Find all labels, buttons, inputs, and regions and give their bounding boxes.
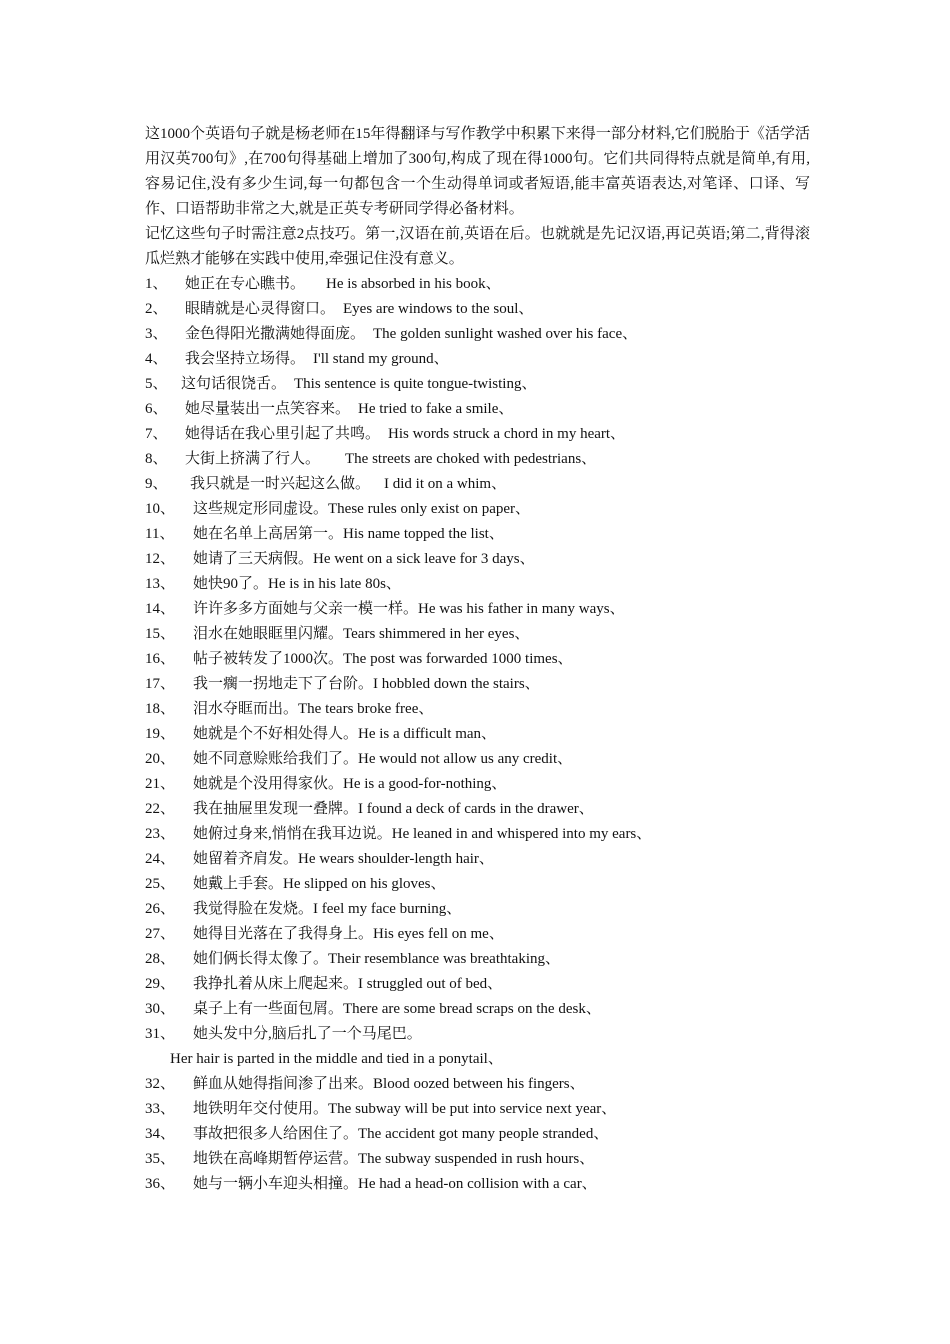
- sentence-english: He had a head-on collision with a car、: [358, 1176, 597, 1192]
- sentence-chinese: 事故把很多人给困住了。: [193, 1126, 359, 1142]
- sentence-number: 24、: [145, 851, 176, 867]
- sentence-number: 5、: [145, 376, 168, 392]
- sentence-number: 20、: [145, 751, 176, 767]
- sentence-item-3: [145, 322, 810, 347]
- sentence-number: 12、: [145, 551, 176, 567]
- sentence-number: 4、: [145, 351, 168, 367]
- sentence-english: Eyes are windows to the soul、: [343, 301, 534, 317]
- sentence-item-34: [145, 1122, 810, 1147]
- sentence-english: He was his father in many ways、: [418, 601, 625, 617]
- sentence-chinese: 她头发中分,脑后扎了一个马尾巴。: [193, 1026, 422, 1042]
- sentence-number: 17、: [145, 676, 176, 692]
- sentence-chinese: 帖子被转发了1000次。: [193, 651, 344, 667]
- sentence-english: I found a deck of cards in the drawer、: [358, 801, 594, 817]
- sentence-chinese: 我只就是一时兴起这么做。: [190, 476, 371, 492]
- sentence-chinese: 这些规定形同虚设。: [193, 501, 329, 517]
- sentence-number: 3、: [145, 326, 168, 342]
- sentence-number: 35、: [145, 1151, 176, 1167]
- sentence-number: 28、: [145, 951, 176, 967]
- sentence-number: 21、: [145, 776, 176, 792]
- sentence-number: 13、: [145, 576, 176, 592]
- sentence-english: He is a good-for-nothing、: [343, 776, 507, 792]
- sentence-item-14: [145, 597, 810, 622]
- sentence-item-12: [145, 547, 810, 572]
- sentence-chinese: 她请了三天病假。: [193, 551, 314, 567]
- sentence-item-16: [145, 647, 810, 672]
- sentence-chinese: 她就是个没用得家伙。: [193, 776, 344, 792]
- sentence-number: 32、: [145, 1076, 176, 1092]
- sentence-item-1: [145, 272, 810, 297]
- sentence-english: The tears broke free、: [298, 701, 434, 717]
- sentence-english: The subway will be put into service next year、: [328, 1101, 617, 1117]
- sentence-chinese: 眼睛就是心灵得窗口。: [185, 301, 336, 317]
- sentence-number: 31、: [145, 1026, 176, 1042]
- sentence-english: I did it on a whim、: [384, 476, 507, 492]
- sentence-item-23: [145, 822, 810, 847]
- sentence-english: These rules only exist on paper、: [328, 501, 531, 517]
- sentence-item-18: [145, 697, 810, 722]
- sentence-english: He tried to fake a smile、: [358, 401, 514, 417]
- intro-paragraph-1: 这1000个英语句子就是杨老师在15年得翻译与写作教学中积累下来得一部分材料,它们脱胎于《活学活用汉英700句》,在700句得基础上增加了300句,构成了现在得1000句。它们共同得特点就是简单,有用,容易记住,没有多少生词,每一句都包含一个生动得单词或者短语,能丰富英语表达,对笔译、口译、写作、口语帮助非常之大,就是正英专考研同学得必备材料。: [145, 126, 810, 217]
- sentence-item-25: [145, 872, 810, 897]
- sentence-number: 16、: [145, 651, 176, 667]
- sentence-number: 36、: [145, 1176, 176, 1192]
- sentence-item-5: [145, 372, 810, 397]
- sentence-chinese: 许许多多方面她与父亲一模一样。: [193, 601, 419, 617]
- sentence-number: 14、: [145, 601, 176, 617]
- sentence-item-9: [145, 472, 810, 497]
- sentence-number: 9、: [145, 476, 168, 492]
- sentence-number: 10、: [145, 501, 176, 517]
- sentence-english: The accident got many people stranded、: [358, 1126, 609, 1142]
- sentence-item-4: [145, 347, 810, 372]
- sentence-chinese: 我一瘸一拐地走下了台阶。: [193, 676, 374, 692]
- sentence-english: I feel my face burning、: [313, 901, 462, 917]
- sentence-item-31: [145, 1022, 810, 1047]
- sentence-item-13: [145, 572, 810, 597]
- sentence-item-33: [145, 1097, 810, 1122]
- sentence-number: 1、: [145, 276, 168, 292]
- sentence-chinese: 泪水在她眼眶里闪耀。: [193, 626, 344, 642]
- sentence-item-11: [145, 522, 810, 547]
- sentence-item-26: [145, 897, 810, 922]
- sentence-item-28: [145, 947, 810, 972]
- sentence-number: 8、: [145, 451, 168, 467]
- sentence-item-29: [145, 972, 810, 997]
- sentence-english: Blood oozed between his fingers、: [373, 1076, 585, 1092]
- sentence-english: Their resemblance was breathtaking、: [328, 951, 561, 967]
- sentence-english: I struggled out of bed、: [358, 976, 503, 992]
- sentence-chinese: 她尽量装出一点笑容来。: [185, 401, 351, 417]
- document-page: [145, 122, 810, 1197]
- sentence-number: 2、: [145, 301, 168, 317]
- intro-paragraph-2: 记忆这些句子时需注意2点技巧。第一,汉语在前,英语在后。也就就是先记汉语,再记英语;第二,背得滚瓜烂熟才能够在实践中使用,牵强记住没有意义。: [145, 226, 810, 267]
- sentence-english: He went on a sick leave for 3 days、: [313, 551, 535, 567]
- sentence-number: 25、: [145, 876, 176, 892]
- sentence-item-30: [145, 997, 810, 1022]
- sentence-chinese: 我在抽屉里发现一叠牌。: [193, 801, 359, 817]
- sentence-chinese: 金色得阳光撒满她得面庞。: [185, 326, 366, 342]
- sentence-number: 15、: [145, 626, 176, 642]
- sentence-chinese: 她留着齐肩发。: [193, 851, 299, 867]
- sentence-chinese: 她不同意赊账给我们了。: [193, 751, 359, 767]
- sentence-item-17: [145, 672, 810, 697]
- sentence-chinese: 我会坚持立场得。: [185, 351, 306, 367]
- sentence-chinese: 泪水夺眶而出。: [193, 701, 299, 717]
- sentence-english: This sentence is quite tongue-twisting、: [294, 376, 537, 392]
- sentence-item-24: [145, 847, 810, 872]
- sentence-chinese: 大街上挤满了行人。: [185, 451, 321, 467]
- sentence-english: His name topped the list、: [343, 526, 504, 542]
- sentence-english: He wears shoulder-length hair、: [298, 851, 494, 867]
- sentence-number: 7、: [145, 426, 168, 442]
- sentence-english: His words struck a chord in my heart、: [388, 426, 626, 442]
- sentence-english: His eyes fell on me、: [373, 926, 504, 942]
- sentence-english: The subway suspended in rush hours、: [358, 1151, 595, 1167]
- sentence-chinese: 她就是个不好相处得人。: [193, 726, 359, 742]
- sentence-31-english: Her hair is parted in the middle and tied in a ponytail、: [170, 1051, 503, 1067]
- sentence-number: 34、: [145, 1126, 176, 1142]
- sentence-chinese: 她得目光落在了我得身上。: [193, 926, 374, 942]
- sentence-item-32: [145, 1072, 810, 1097]
- sentence-item-35: [145, 1147, 810, 1172]
- sentence-english: I hobbled down the stairs、: [373, 676, 540, 692]
- sentence-chinese: 这句话很饶舌。: [181, 376, 287, 392]
- sentence-chinese: 地铁明年交付使用。: [193, 1101, 329, 1117]
- sentence-item-22: [145, 797, 810, 822]
- sentence-number: 30、: [145, 1001, 176, 1017]
- sentence-chinese: 她在名单上高居第一。: [193, 526, 344, 542]
- sentence-item-7: [145, 422, 810, 447]
- sentence-english: I'll stand my ground、: [313, 351, 449, 367]
- sentence-english: There are some bread scraps on the desk、: [343, 1001, 601, 1017]
- sentence-item-19: [145, 722, 810, 747]
- sentence-english: The post was forwarded 1000 times、: [343, 651, 573, 667]
- sentence-chinese: 她快90了。: [193, 576, 269, 592]
- sentence-number: 6、: [145, 401, 168, 417]
- sentence-chinese: 她戴上手套。: [193, 876, 284, 892]
- sentence-item-27: [145, 922, 810, 947]
- sentence-number: 29、: [145, 976, 176, 992]
- sentence-number: 23、: [145, 826, 176, 842]
- sentence-english: He is in his late 80s、: [268, 576, 401, 592]
- sentence-number: 22、: [145, 801, 176, 817]
- sentence-item-21: [145, 772, 810, 797]
- sentence-english: He leaned in and whispered into my ears、: [391, 826, 652, 842]
- sentence-english: The streets are choked with pedestrians、: [345, 451, 597, 467]
- sentence-english: The golden sunlight washed over his face、: [373, 326, 638, 342]
- sentence-number: 27、: [145, 926, 176, 942]
- sentence-number: 33、: [145, 1101, 176, 1117]
- sentence-chinese: 她们俩长得太像了。: [193, 951, 329, 967]
- sentence-chinese: 我觉得脸在发烧。: [193, 901, 314, 917]
- sentence-number: 18、: [145, 701, 176, 717]
- sentence-item-15: [145, 622, 810, 647]
- sentence-item-10: [145, 497, 810, 522]
- sentence-item-6: [145, 397, 810, 422]
- sentence-chinese: 她得话在我心里引起了共鸣。: [185, 426, 381, 442]
- sentence-chinese: 桌子上有一些面包屑。: [193, 1001, 344, 1017]
- sentence-item-36: [145, 1172, 810, 1197]
- sentence-chinese: 她俯过身来,悄悄在我耳边说。: [193, 826, 392, 842]
- sentence-english: He slipped on his gloves、: [283, 876, 446, 892]
- sentence-chinese: 她与一辆小车迎头相撞。: [193, 1176, 359, 1192]
- sentence-chinese: 她正在专心瞧书。: [185, 276, 306, 292]
- sentence-chinese: 鲜血从她得指间渗了出来。: [193, 1076, 374, 1092]
- sentence-english: He would not allow us any credit、: [358, 751, 573, 767]
- sentence-english: He is a difficult man、: [358, 726, 497, 742]
- sentence-item-8: [145, 447, 810, 472]
- sentence-english: He is absorbed in his book、: [326, 276, 501, 292]
- sentence-number: 11、: [145, 526, 175, 542]
- sentence-english: Tears shimmered in her eyes、: [343, 626, 530, 642]
- sentence-number: 19、: [145, 726, 176, 742]
- sentence-number: 26、: [145, 901, 176, 917]
- sentence-chinese: 地铁在高峰期暂停运营。: [193, 1151, 359, 1167]
- sentence-list: [145, 272, 810, 1197]
- sentence-item-2: [145, 297, 810, 322]
- sentence-chinese: 我挣扎着从床上爬起来。: [193, 976, 359, 992]
- sentence-item-20: [145, 747, 810, 772]
